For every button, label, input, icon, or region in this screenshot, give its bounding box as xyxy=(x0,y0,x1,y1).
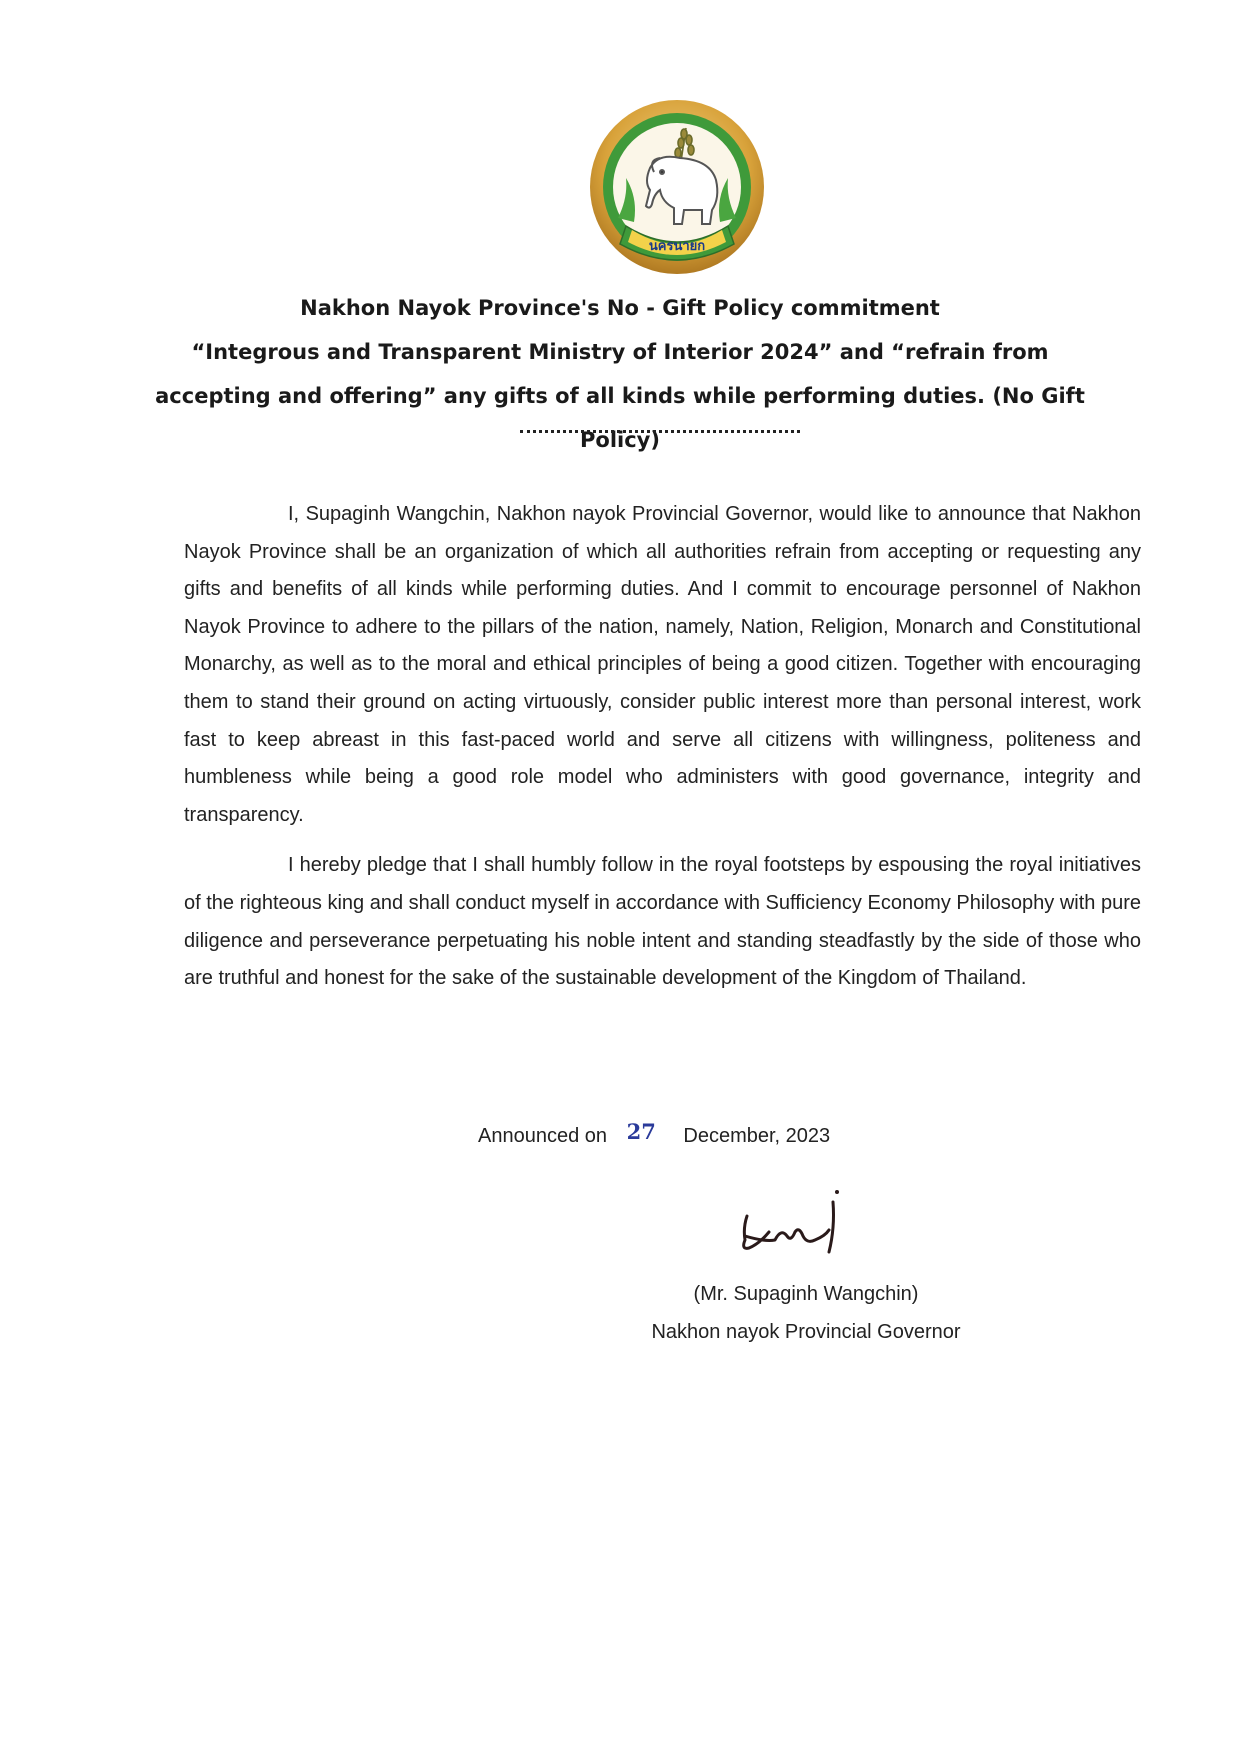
handwritten-signature-icon xyxy=(725,1188,860,1264)
nakhon-nayok-province-seal-icon xyxy=(588,98,766,276)
announcement-day: 27 xyxy=(626,1119,656,1144)
separator-dotted-line xyxy=(520,430,800,437)
signatory-name: (Mr. Supaginh Wangchin) xyxy=(693,1283,919,1305)
heading-line-1: Nakhon Nayok Province's No - Gift Policy commitment xyxy=(300,296,940,320)
signatory-block xyxy=(636,1275,976,1351)
announcement-prefix: Announced on xyxy=(478,1125,608,1147)
announcement-date xyxy=(478,1119,831,1148)
heading-line-2: “Integrous and Transparent Ministry of Interior 2024” and “refrain from accepting and offering” any gifts of all kinds while performing duties. (No Gift Policy) xyxy=(155,340,1085,452)
signatory-title: Nakhon nayok Provincial Governor xyxy=(651,1321,961,1343)
body-paragraph-1: I, Supaginh Wangchin, Nakhon nayok Provincial Governor, would like to announce that Nakhon Nayok Province shall be an organization of which all authorities refrain from accepting or requesting any gifts and benefits of all kinds while performing duties. And I commit to encourage personnel of Nakhon Nayok Province to adhere to the pillars of the nation, namely, Nation, Religion, Monarch and Constitutional Monarchy, as well as to the moral and ethical principles of being a good citizen. Together with encouraging them to stand their ground on acting virtuously, consider public interest more than personal interest, work fast to keep abreast in this fast-paced world and serve all citizens with willingness, politeness and humbleness while being a good role model who administers with good governance, integrity and transparency. xyxy=(184,503,1141,826)
announcement-suffix: December, 2023 xyxy=(683,1125,831,1147)
document-body xyxy=(184,496,1141,998)
body-paragraph-2: I hereby pledge that I shall humbly follow in the royal footsteps by espousing the royal initiatives of the righteous king and shall conduct myself in accordance with Sufficiency Economy Philosophy with pure diligence and perseverance perpetuating his noble intent and standing steadfastly by the side of those who are truthful and honest for the sake of the sustainable development of the Kingdom of Thailand. xyxy=(184,854,1141,990)
seal-ribbon-text: นครนายก xyxy=(648,239,706,254)
